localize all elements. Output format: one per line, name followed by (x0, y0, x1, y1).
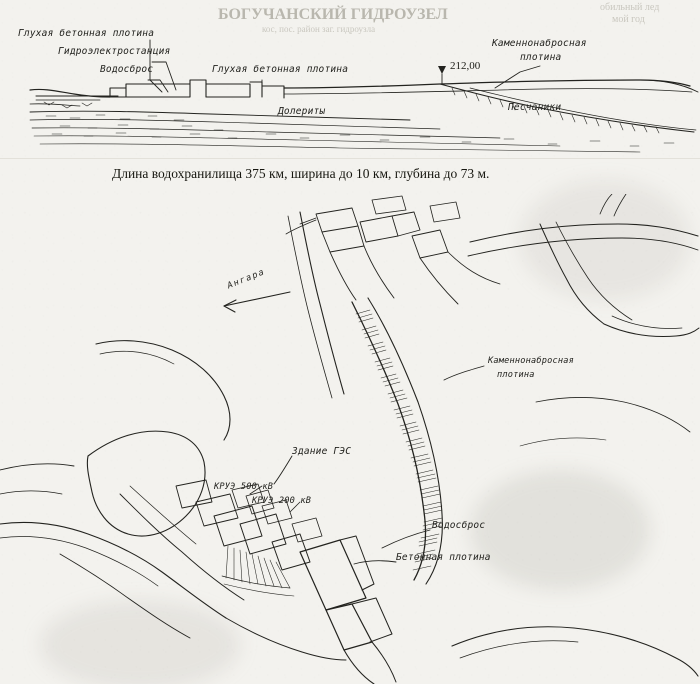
label-dolerites: Долериты (278, 106, 326, 117)
cross-section-drawing (0, 0, 700, 160)
label-blind-concrete-dam-left: Глухая бетонная плотина (18, 28, 155, 39)
ghost-right-line-2: мой год (612, 14, 645, 25)
label-rockfill-dam-plan-line2: плотина (497, 370, 535, 380)
reservoir-caption: Длина водохранилища 375 км, ширина до 10 км, глубина до 73 м. (112, 166, 490, 181)
label-rockfill-dam-section: Каменнонабросная (492, 38, 587, 49)
label-hydro-power-station: Гидроэлектростанция (58, 46, 171, 57)
label-rockfill-dam-section-line2: плотина (520, 52, 562, 63)
elevation-mark: 212,00 (450, 60, 481, 72)
label-angara-river: Ангара (226, 266, 267, 292)
label-switchgear-500kv: КРУЭ 500 кВ (214, 482, 274, 492)
label-rockfill-dam-plan: Каменнонабросная (488, 356, 574, 366)
ghost-title: БОГУЧАНСКИЙ ГИДРОУЗЕЛ (218, 6, 448, 23)
figure-divider (0, 158, 700, 159)
label-spillway: Водосброс (100, 64, 154, 75)
label-spillway-plan: Водосброс (432, 520, 486, 531)
plan-view-drawing (0, 194, 700, 684)
label-blind-concrete-dam-right: Глухая бетонная плотина (212, 64, 349, 75)
label-switchgear-220kv: КРУЭ 200 кВ (252, 496, 312, 506)
label-concrete-dam-plan: Бетонная плотина (396, 552, 491, 563)
label-powerhouse: Здание ГЭС (292, 446, 352, 457)
ghost-subtitle: кос, пос. район заг. гидроузла (262, 24, 376, 34)
ghost-right-line-1: обильный лед (600, 2, 660, 13)
label-sandstones: Песчаники (508, 102, 562, 113)
